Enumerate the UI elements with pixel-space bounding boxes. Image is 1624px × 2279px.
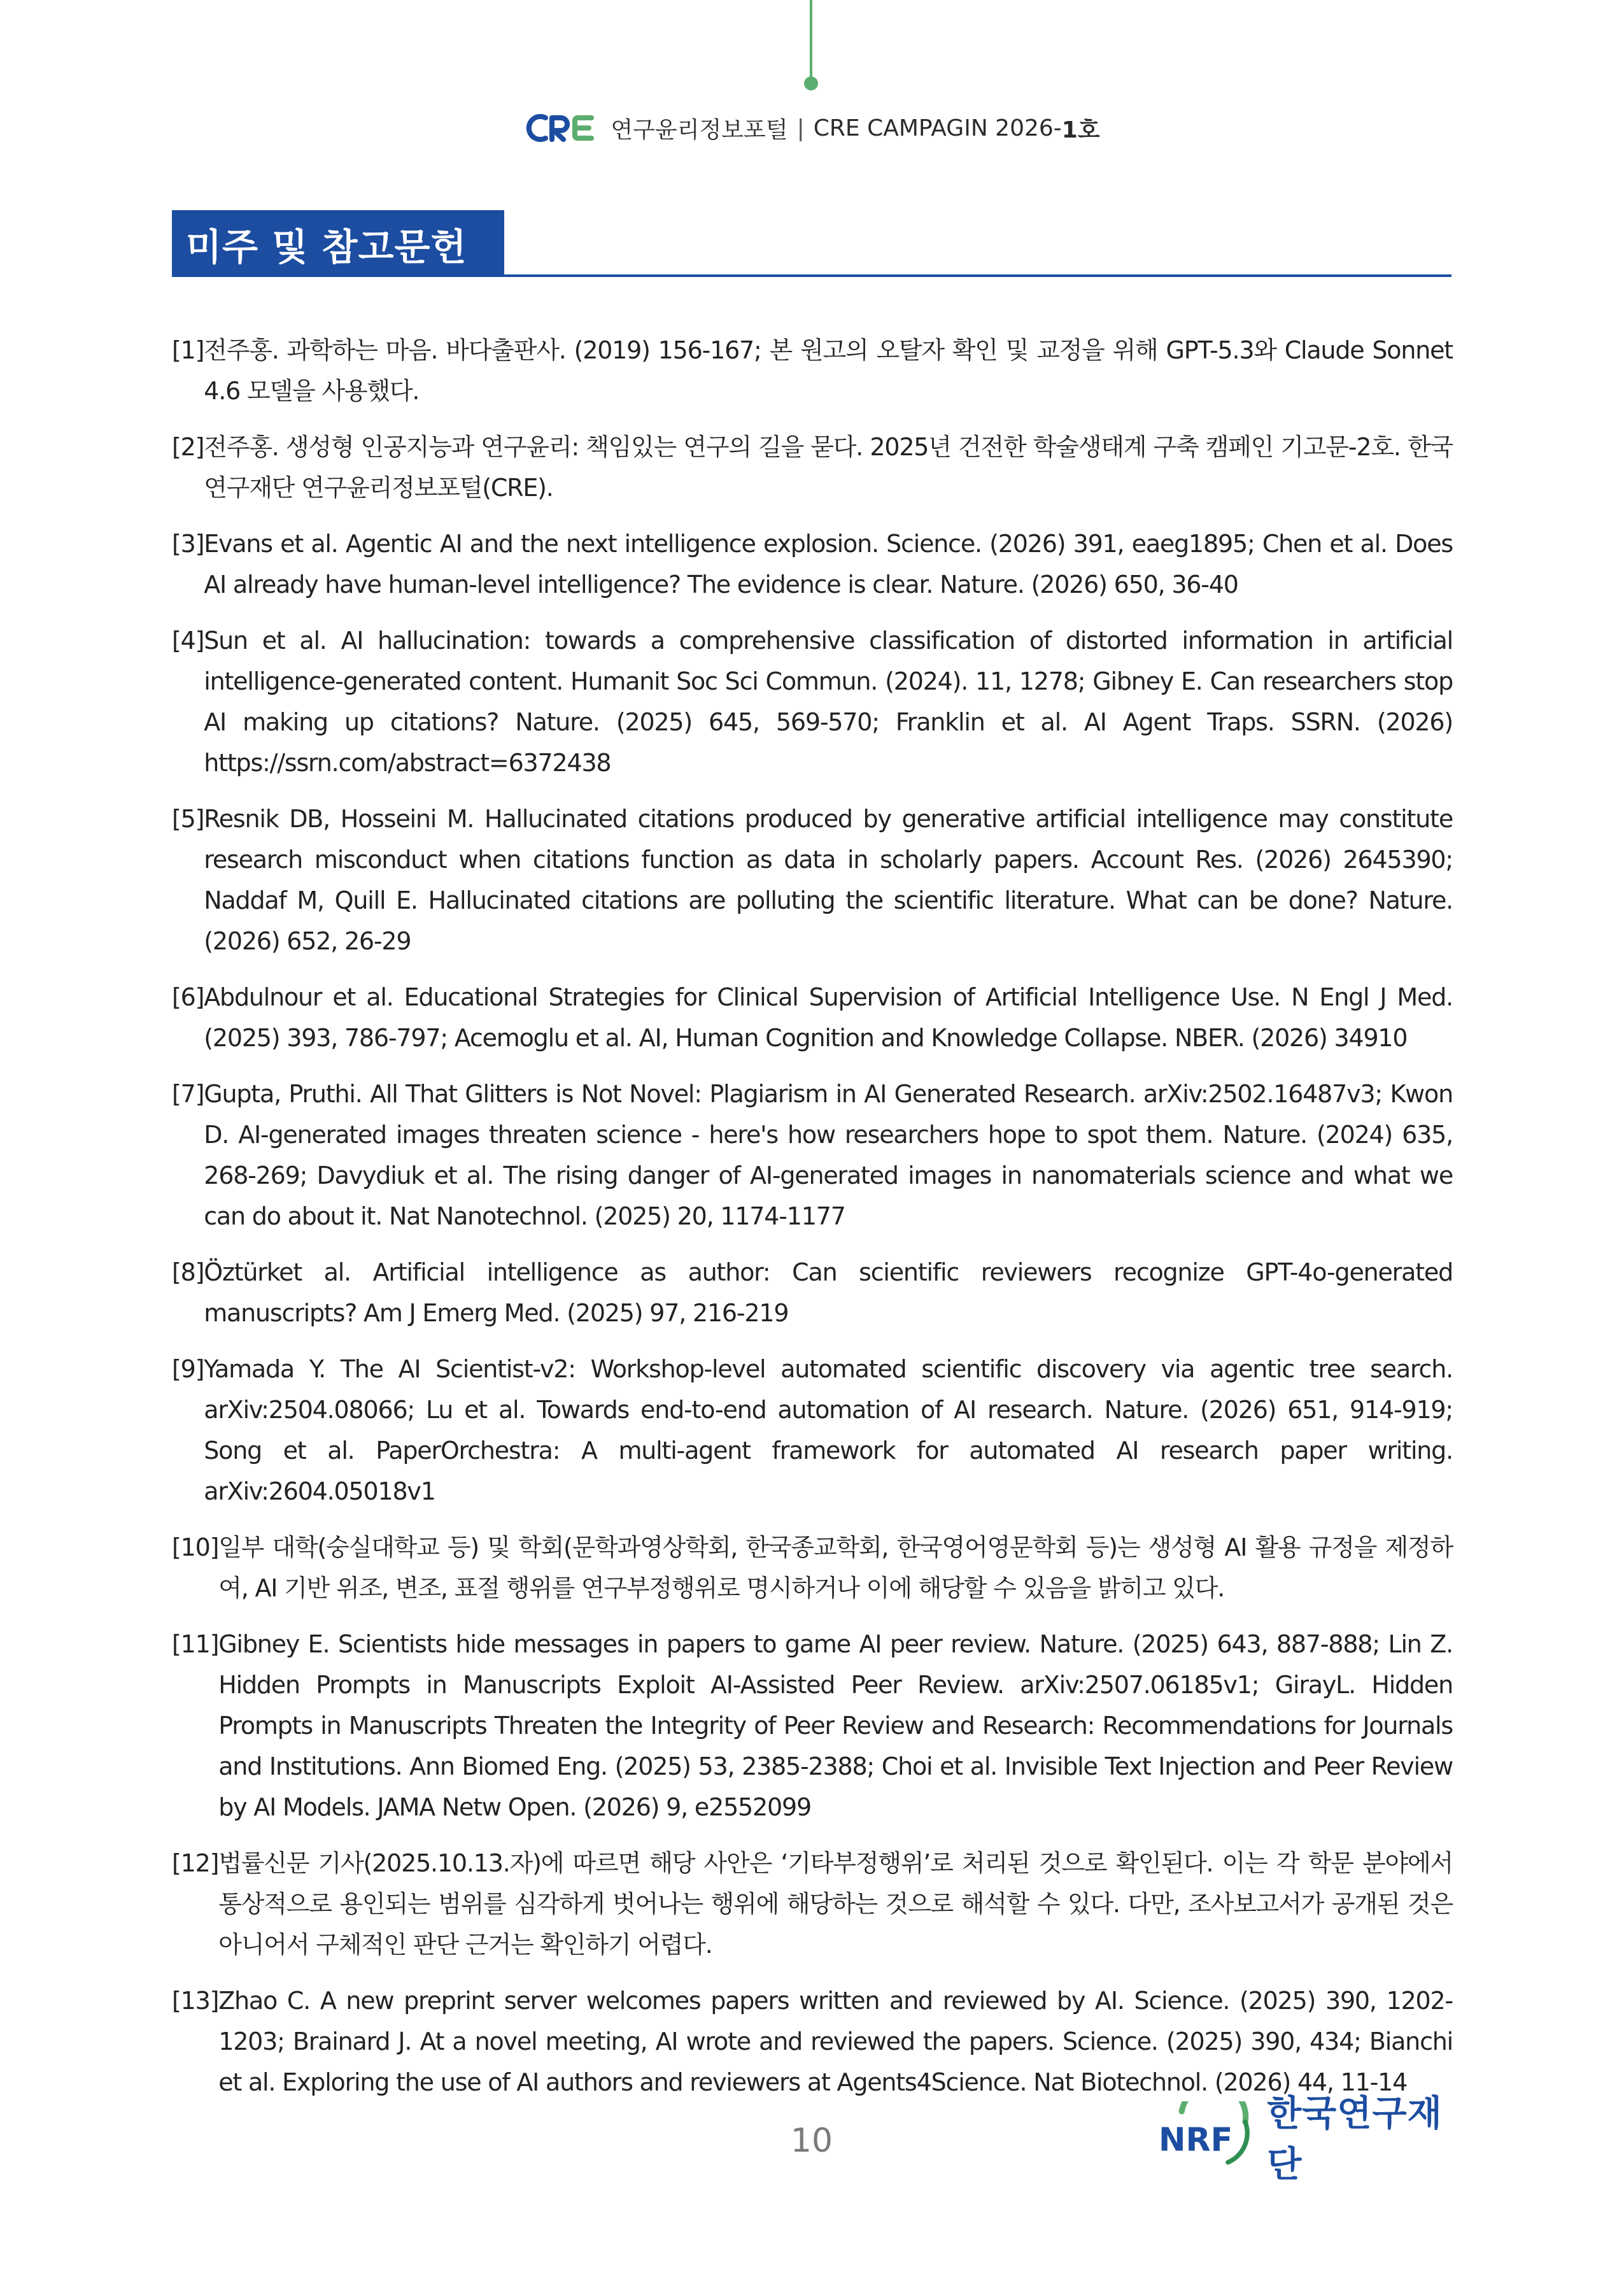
reference-number: [6] — [172, 983, 204, 1011]
reference-item — [172, 1349, 1453, 1512]
reference-text: 일부 대학(숭실대학교 등) 및 학회(문학과영상학회, 한국종교학회, 한국영어영문학회 등)는 생성형 AI 활용 규정을 제정하여, AI 기반 위조, 변조, 표절 행위를 연구부정행위로 명시하거나 이에 해당할 수 있음을 밝히고 있다. — [218, 1533, 1453, 1602]
header-separator: | — [796, 115, 805, 141]
reference-text: Yamada Y. The AI Scientist-v2: Workshop-level automated scientific discovery via agentic tree search. arXiv:2504.08066; Lu et al. Towards end-to-end automation of AI research. Nature. (2026) 651, 914-919; Song et al. PaperOrchestra: A multi-agent framework for automated AI research paper writing. arXiv:2604.05018v1 — [204, 1355, 1453, 1505]
reference-text: Gibney E. Scientists hide messages in papers to game AI peer review. Nature. (2025) 643, 887-888; Lin Z. Hidden Prompts in Manuscripts Exploit AI-Assisted Peer Review. arXiv:2507.06185v1; GirayL. Hidden Prompts in Manuscripts Threaten the Integrity of Peer Review and Research: Recommendations for Journals and Institutions. Ann Biomed Eng. (2025) 53, 2385-2388; Choi et al. Invisible Text Injection and Peer Review by AI Models. JAMA Netw Open. (2026) 9, e2552099 — [218, 1630, 1453, 1821]
reference-item — [172, 330, 1453, 411]
reference-number: [7] — [172, 1080, 204, 1108]
reference-text: Gupta, Pruthi. All That Glitters is Not Novel: Plagiarism in AI Generated Research. arXiv:2502.16487v3; Kwon D. AI-generated images threaten science - here's how researchers hope to spot them. Nature. (2024) 635, 268-269; Davydiuk et al. The rising danger of AI-generated images in nanomaterials science and what we can do about it. Nat Nanotechnol. (2025) 20, 1174-1177 — [204, 1080, 1453, 1230]
reference-number: [1] — [172, 336, 204, 364]
reference-item — [172, 1624, 1453, 1828]
reference-item — [172, 620, 1453, 783]
section-title: 미주 및 참고문헌 — [172, 210, 504, 277]
reference-number: [9] — [172, 1355, 204, 1383]
reference-number: [12] — [172, 1849, 219, 1877]
reference-number: [8] — [172, 1258, 204, 1286]
nrf-logo-icon — [1159, 2101, 1257, 2171]
reference-item — [172, 523, 1453, 605]
reference-text: Öztürket al. Artificial intelligence as author: Can scientific reviewers recognize GPT-4o-generated manuscripts? Am J Emerg Med. (2025) 97, 216-219 — [204, 1258, 1453, 1327]
reference-text: Zhao C. A new preprint server welcomes papers written and reviewed by AI. Science. (2025) 390, 1202-1203; Brainard J. At a novel meeting, AI wrote and reviewed the papers. Science. (2025) 390, 434; Bianchi et al. Exploring the use of AI authors and reviewers at Agents4Science. Nat Biotechnol. (2026) 44, 11-14 — [218, 1987, 1453, 2096]
reference-text: 전주홍. 생성형 인공지능과 연구윤리: 책임있는 연구의 길을 묻다. 2025년 건전한 학술생태계 구축 캠페인 기고문-2호. 한국연구재단 연구윤리정보포털(CRE). — [204, 433, 1453, 502]
reference-item — [172, 427, 1453, 508]
page-header — [0, 106, 1624, 150]
reference-item — [172, 799, 1453, 962]
portal-name: 연구윤리정보포털 — [611, 117, 788, 143]
reference-text: Resnik DB, Hosseini M. Hallucinated citations produced by generative artificial intelligence may constitute research misconduct when citations function as data in scholarly papers. Account Res. (2026) 2645390; Naddaf M, Quill E. Hallucinated citations are polluting the scientific literature. What can be done? Nature. (2026) 652, 26-29 — [204, 805, 1453, 955]
reference-number: [11] — [172, 1630, 219, 1658]
campaign-name: CRE CAMPAGIN 2026- — [813, 115, 1062, 141]
section-rule — [172, 274, 1451, 277]
top-decor-line — [810, 0, 812, 80]
reference-number: [10] — [172, 1533, 219, 1561]
reference-item — [172, 1252, 1453, 1333]
reference-item — [172, 1980, 1453, 2103]
cre-logo — [524, 112, 599, 144]
reference-number: [13] — [172, 1987, 219, 2015]
reference-number: [3] — [172, 530, 204, 558]
top-decor-dot — [804, 76, 818, 90]
reference-text: 전주홍. 과학하는 마음. 바다출판사. (2019) 156-167; 본 원고의 오탈자 확인 및 교정을 위해 GPT-5.3와 Claude Sonnet 4.6 모델을 사용했다. — [204, 336, 1453, 405]
section-heading — [172, 210, 817, 277]
issue-number: 1호 — [1061, 117, 1100, 143]
org-name: 한국연구재단 — [1267, 2093, 1443, 2185]
page-number: 10 — [790, 2122, 833, 2160]
reference-text: Sun et al. AI hallucination: towards a comprehensive classification of distorted information in artificial intelligence-generated content. Humanit Soc Sci Commun. (2024). 11, 1278; Gibney E. Can researchers stop AI making up citations? Nature. (2025) 645, 569-570; Franklin et al. AI Agent Traps. SSRN. (2026) https://ssrn.com/abstract=6372438 — [204, 627, 1453, 777]
reference-item — [172, 977, 1453, 1058]
reference-number: [5] — [172, 805, 204, 833]
reference-text: Evans et al. Agentic AI and the next intelligence explosion. Science. (2026) 391, eaeg1895; Chen et al. Does AI already have human-level intelligence? The evidence is clear. Nature. (2026) 650, 36-40 — [204, 530, 1453, 599]
nrf-logo-letters: NRF — [1159, 2120, 1233, 2159]
nrf-logo — [1159, 2093, 1458, 2185]
reference-number: [2] — [172, 433, 204, 461]
cre-logo-icon — [524, 112, 599, 144]
reference-number: [4] — [172, 627, 204, 655]
reference-item — [172, 1843, 1453, 1965]
reference-list — [172, 330, 1453, 2118]
reference-item — [172, 1074, 1453, 1237]
reference-text: 법률신문 기사(2025.10.13.자)에 따르면 해당 사안은 ‘기타부정행위’로 처리된 것으로 확인된다. 이는 각 학문 분야에서 통상적으로 용인되는 범위를 심각하게 벗어나는 행위에 해당하는 것으로 해석할 수 있다. 다만, 조사보고서가 공개된 것은 아니어서 구체적인 판단 근거는 확인하기 어렵다. — [218, 1849, 1453, 1959]
reference-item — [172, 1527, 1453, 1608]
reference-text: Abdulnour et al. Educational Strategies for Clinical Supervision of Artificial Intelligence Use. N Engl J Med. (2025) 393, 786-797; Acemoglu et al. AI, Human Cognition and Knowledge Collapse. NBER. (2026) 34910 — [204, 983, 1453, 1052]
